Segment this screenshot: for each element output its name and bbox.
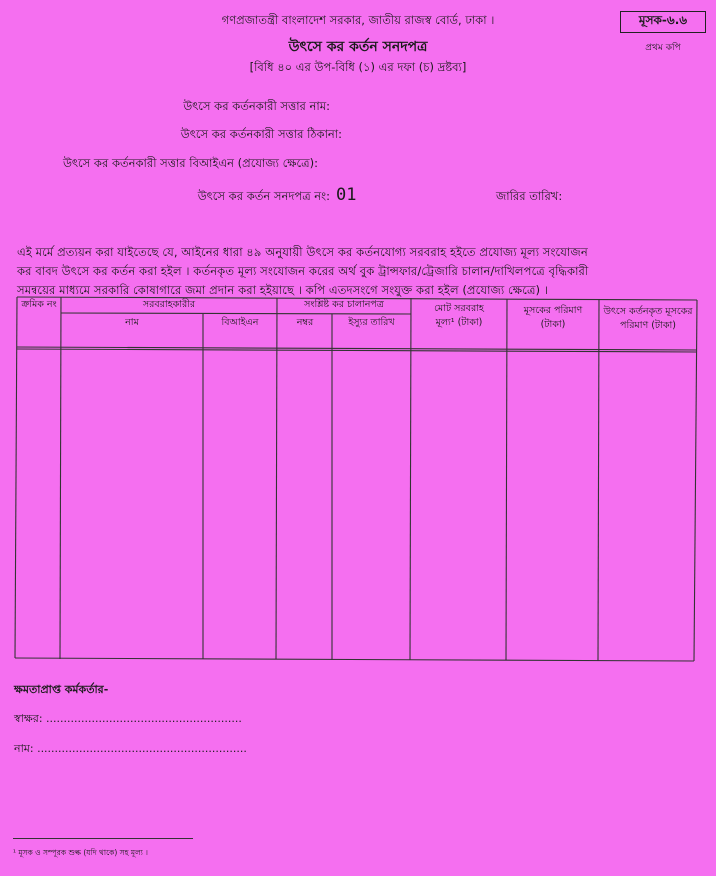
form-code-box: মূসক-৬.৬ [620,11,706,33]
entity-name-label: উৎসে কর কর্তনকারী সত্তার নাম: [183,99,330,113]
name-line: নাম: ............................................................ [14,742,247,755]
col-serial-header: ক্রমিক নং [21,299,57,310]
col-deducted-vat-amount: উৎসে কর্তনকৃত মূসকের পরিমাণ (টাকা) [603,306,693,331]
rule-reference: [বিধি ৪০ এর উপ-বিধি (১) এর দফা (চ) দ্রষ্টব্য] [249,60,467,74]
entity-address-label: উৎসে কর কর্তনকারী সত্তার ঠিকানা: [180,127,342,141]
footnote-divider [13,838,193,839]
col-supplier-name: নাম [125,317,139,328]
col-invoice-issue-date: ইস্যুর তারিখ [348,317,395,328]
entity-bin-label: উৎসে কর কর্তনকারী সত্তার বিআইএন (প্রযোজ্য ক্ষেত্রে): [62,156,318,170]
authorized-officer-label: ক্ষমতাপ্রাপ্ত কর্মকর্তার- [14,683,109,696]
issue-date-label: জারির তারিখ: [496,189,563,203]
col-invoice-number: নম্বর [296,317,314,328]
col-vat-amount: মূসকের পরিমাণ (টাকা) [523,305,583,330]
col-total-supply-value: মোট সরবরাহ মূল্য¹ (টাকা) [434,303,484,328]
certificate-number-label: উৎসে কর কর্তন সনদপত্র নং: [197,189,330,203]
declaration-line: এই মর্মে প্রত্যয়ন করা যাইতেছে যে, আইনের ধারা ৪৯ অনুযায়ী উৎসে কর কর্তনযোগ্য সরবরাহ হইতে প্রযোজ্য মূল্য সংযোজন [17,245,588,259]
col-supplier-bin: বিআইএন [221,317,259,328]
footnote: ¹ মূসক ও সম্পূরক শুল্ক (যদি থাকে) সহ মূল্য । [13,848,148,857]
document-title: উৎসে কর কর্তন সনদপত্র [288,39,428,55]
signature-line: স্বাক্ষর: ........................................................ [14,712,242,725]
copy-note: প্রথম কপি [645,43,681,53]
declaration-line: সমন্বয়ের মাধ্যমে সরকারি কোষাগারে জমা প্রদান করা হইয়াছে । কপি এতদসংগে সংযুক্ত করা হইল (প্রযোজ্য ক্ষেত্রে) । [17,283,548,297]
col-group-invoice: সংশ্লিষ্ট কর চালানপত্র [304,299,384,310]
certificate-number-value: 01 [336,185,357,205]
col-group-supplier: সরবরাহকারীর [142,299,196,310]
declaration-line: কর বাবদ উৎসে কর কর্তন করা হইল । কর্তনকৃত মূল্য সংযোজন করের অর্থ বুক ট্রান্সফার/ট্রেজারি চালান/দাখিলপত্রে বৃদ্ধিকারী [17,264,589,278]
issuing-authority: গণপ্রজাতন্ত্রী বাংলাদেশ সরকার, জাতীয় রাজস্ব বোর্ড, ঢাকা । [221,13,495,27]
